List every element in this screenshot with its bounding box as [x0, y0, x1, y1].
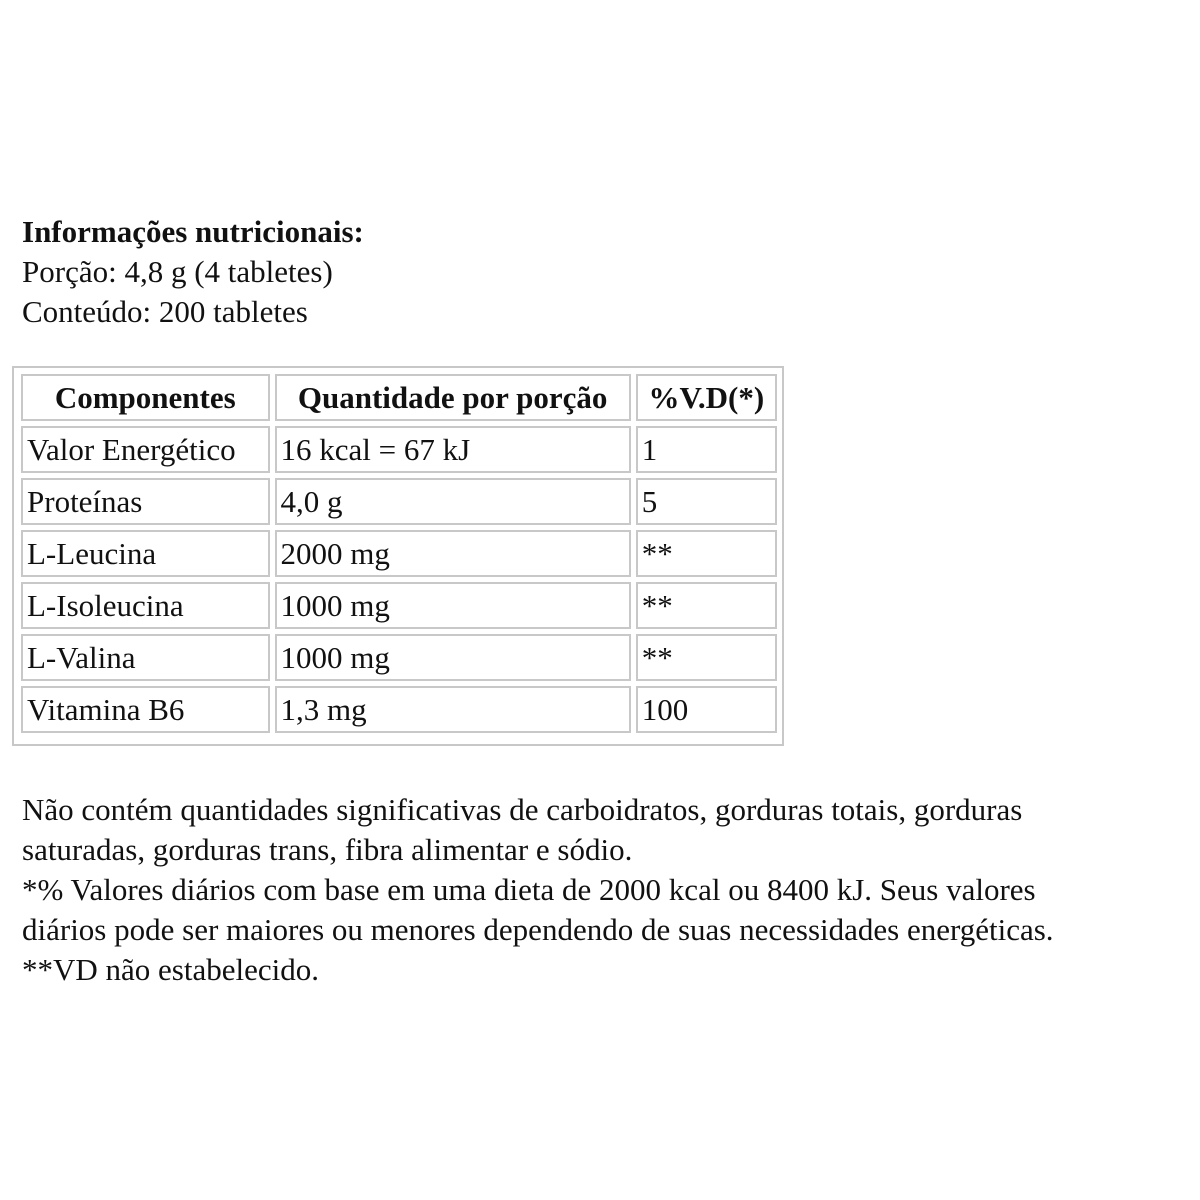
content-text: Conteúdo: 200 tabletes: [22, 294, 308, 329]
table-header-row: [21, 374, 777, 421]
column-header-daily-value: %V.D(*): [636, 374, 777, 421]
component-cell: Valor Energético: [21, 426, 270, 473]
table-row: [21, 634, 777, 681]
quantity-cell: 1000 mg: [275, 582, 631, 629]
footnotes: [22, 790, 1192, 990]
footnote-line: **VD não estabelecido.: [22, 952, 319, 987]
daily-value-cell: **: [636, 634, 777, 681]
footnote-line: Não contém quantidades significativas de carboidratos, gorduras totais, gorduras: [22, 792, 1023, 827]
table-row: [21, 686, 777, 733]
column-header-quantity: Quantidade por porção: [275, 374, 631, 421]
component-cell: L-Valina: [21, 634, 270, 681]
daily-value-cell: 5: [636, 478, 777, 525]
quantity-cell: 4,0 g: [275, 478, 631, 525]
quantity-cell: 16 kcal = 67 kJ: [275, 426, 631, 473]
nutrition-table: [16, 369, 782, 738]
footnote-line: *% Valores diários com base em uma dieta de 2000 kcal ou 8400 kJ. Seus valores: [22, 872, 1036, 907]
component-cell: Vitamina B6: [21, 686, 270, 733]
daily-value-cell: 1: [636, 426, 777, 473]
nutrition-header: [22, 212, 1192, 332]
quantity-cell: 1000 mg: [275, 634, 631, 681]
portion-text: Porção: 4,8 g (4 tabletes): [22, 254, 333, 289]
quantity-cell: 1,3 mg: [275, 686, 631, 733]
table-row: [21, 530, 777, 577]
component-cell: Proteínas: [21, 478, 270, 525]
table-row: [21, 426, 777, 473]
quantity-cell: 2000 mg: [275, 530, 631, 577]
footnote-line: saturadas, gorduras trans, fibra alimentar e sódio.: [22, 832, 633, 867]
component-cell: L-Isoleucina: [21, 582, 270, 629]
nutrition-table-frame: [12, 366, 784, 746]
document-title: Informações nutricionais:: [22, 214, 364, 249]
daily-value-cell: **: [636, 530, 777, 577]
column-header-components: Componentes: [21, 374, 270, 421]
table-row: [21, 582, 777, 629]
table-row: [21, 478, 777, 525]
component-cell: L-Leucina: [21, 530, 270, 577]
footnote-line: diários pode ser maiores ou menores dependendo de suas necessidades energéticas.: [22, 912, 1054, 947]
daily-value-cell: 100: [636, 686, 777, 733]
daily-value-cell: **: [636, 582, 777, 629]
